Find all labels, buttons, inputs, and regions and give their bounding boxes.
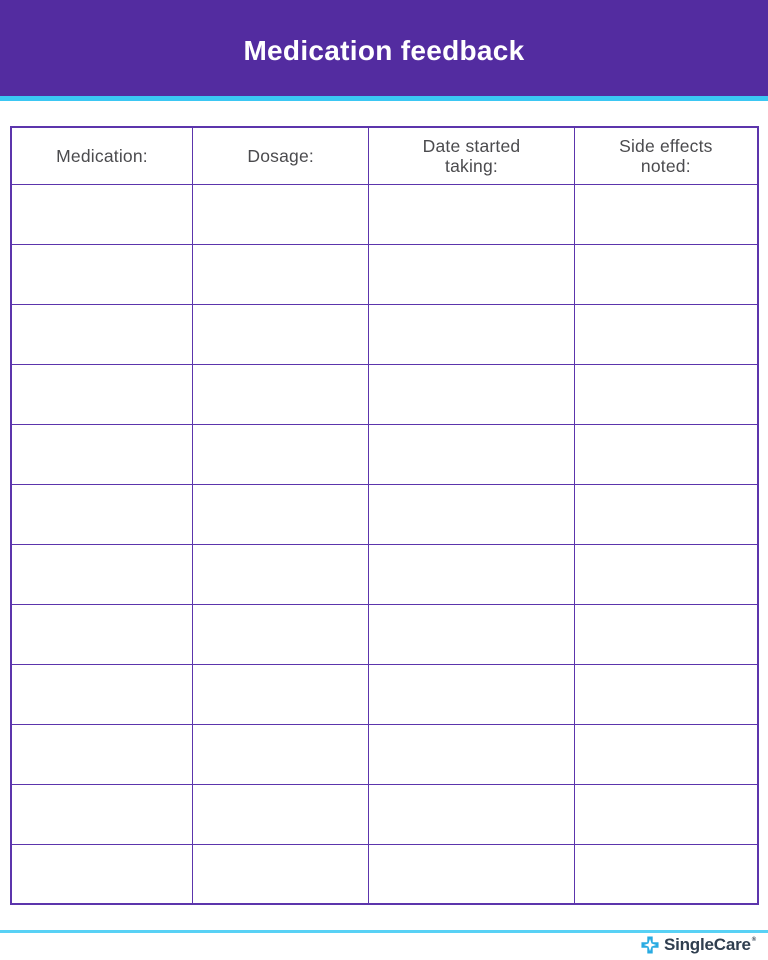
column-header-medication — [11, 127, 193, 184]
header-banner — [0, 0, 768, 96]
table-cell — [193, 664, 369, 724]
brand-wordmark — [664, 935, 756, 955]
table-header-row — [11, 127, 758, 184]
table-cell — [11, 784, 193, 844]
table-cell — [11, 844, 193, 904]
singlecare-logo — [641, 934, 756, 956]
table-cell — [369, 484, 574, 544]
table-cell — [193, 424, 369, 484]
table-row — [11, 544, 758, 604]
table-cell — [369, 844, 574, 904]
column-header-label: Dosage: — [247, 145, 314, 166]
table-row — [11, 844, 758, 904]
table-row — [11, 784, 758, 844]
table-cell — [574, 784, 758, 844]
table-cell — [11, 604, 193, 664]
table-cell — [11, 664, 193, 724]
table-cell — [574, 424, 758, 484]
medication-table — [10, 126, 759, 905]
column-header-side-effects — [574, 127, 758, 184]
table-row — [11, 664, 758, 724]
table-cell — [574, 544, 758, 604]
table-cell — [11, 244, 193, 304]
table-cell — [574, 244, 758, 304]
table-row — [11, 364, 758, 424]
table-cell — [11, 484, 193, 544]
table-cell — [574, 664, 758, 724]
table-cell — [369, 304, 574, 364]
medication-table-container — [10, 126, 759, 905]
table-cell — [193, 184, 369, 244]
table-cell — [193, 604, 369, 664]
table-row — [11, 184, 758, 244]
table-cell — [193, 364, 369, 424]
table-cell — [11, 424, 193, 484]
table-cell — [11, 304, 193, 364]
table-cell — [193, 244, 369, 304]
column-header-label: Side effects noted: — [619, 135, 713, 176]
table-row — [11, 304, 758, 364]
column-header-label: Date started taking: — [422, 135, 521, 176]
singlecare-cross-icon — [641, 936, 659, 954]
column-header-dosage — [193, 127, 369, 184]
column-header-label: Medication: — [56, 145, 148, 166]
table-cell — [369, 784, 574, 844]
table-cell — [574, 364, 758, 424]
footer-accent-line — [0, 930, 768, 933]
table-cell — [574, 844, 758, 904]
table-cell — [369, 724, 574, 784]
table-cell — [369, 664, 574, 724]
table-cell — [574, 604, 758, 664]
table-cell — [369, 184, 574, 244]
table-row — [11, 244, 758, 304]
table-cell — [574, 724, 758, 784]
table-row — [11, 424, 758, 484]
table-cell — [11, 184, 193, 244]
page-title: Medication feedback — [243, 35, 525, 66]
table-cell — [369, 244, 574, 304]
table-cell — [193, 844, 369, 904]
table-cell — [11, 364, 193, 424]
table-cell — [574, 184, 758, 244]
table-cell — [193, 544, 369, 604]
table-cell — [574, 304, 758, 364]
table-cell — [369, 604, 574, 664]
header-accent-line — [0, 96, 768, 101]
table-row — [11, 724, 758, 784]
table-cell — [369, 544, 574, 604]
table-cell — [11, 724, 193, 784]
table-cell — [574, 484, 758, 544]
column-header-date-started — [369, 127, 574, 184]
table-cell — [369, 424, 574, 484]
brand-name: SingleCare — [663, 935, 751, 954]
registered-trademark-symbol: ® — [751, 937, 756, 943]
table-cell — [193, 724, 369, 784]
table-row — [11, 484, 758, 544]
table-cell — [193, 784, 369, 844]
table-cell — [193, 484, 369, 544]
table-cell — [193, 304, 369, 364]
table-body — [11, 184, 758, 904]
table-cell — [11, 544, 193, 604]
table-cell — [369, 364, 574, 424]
table-row — [11, 604, 758, 664]
